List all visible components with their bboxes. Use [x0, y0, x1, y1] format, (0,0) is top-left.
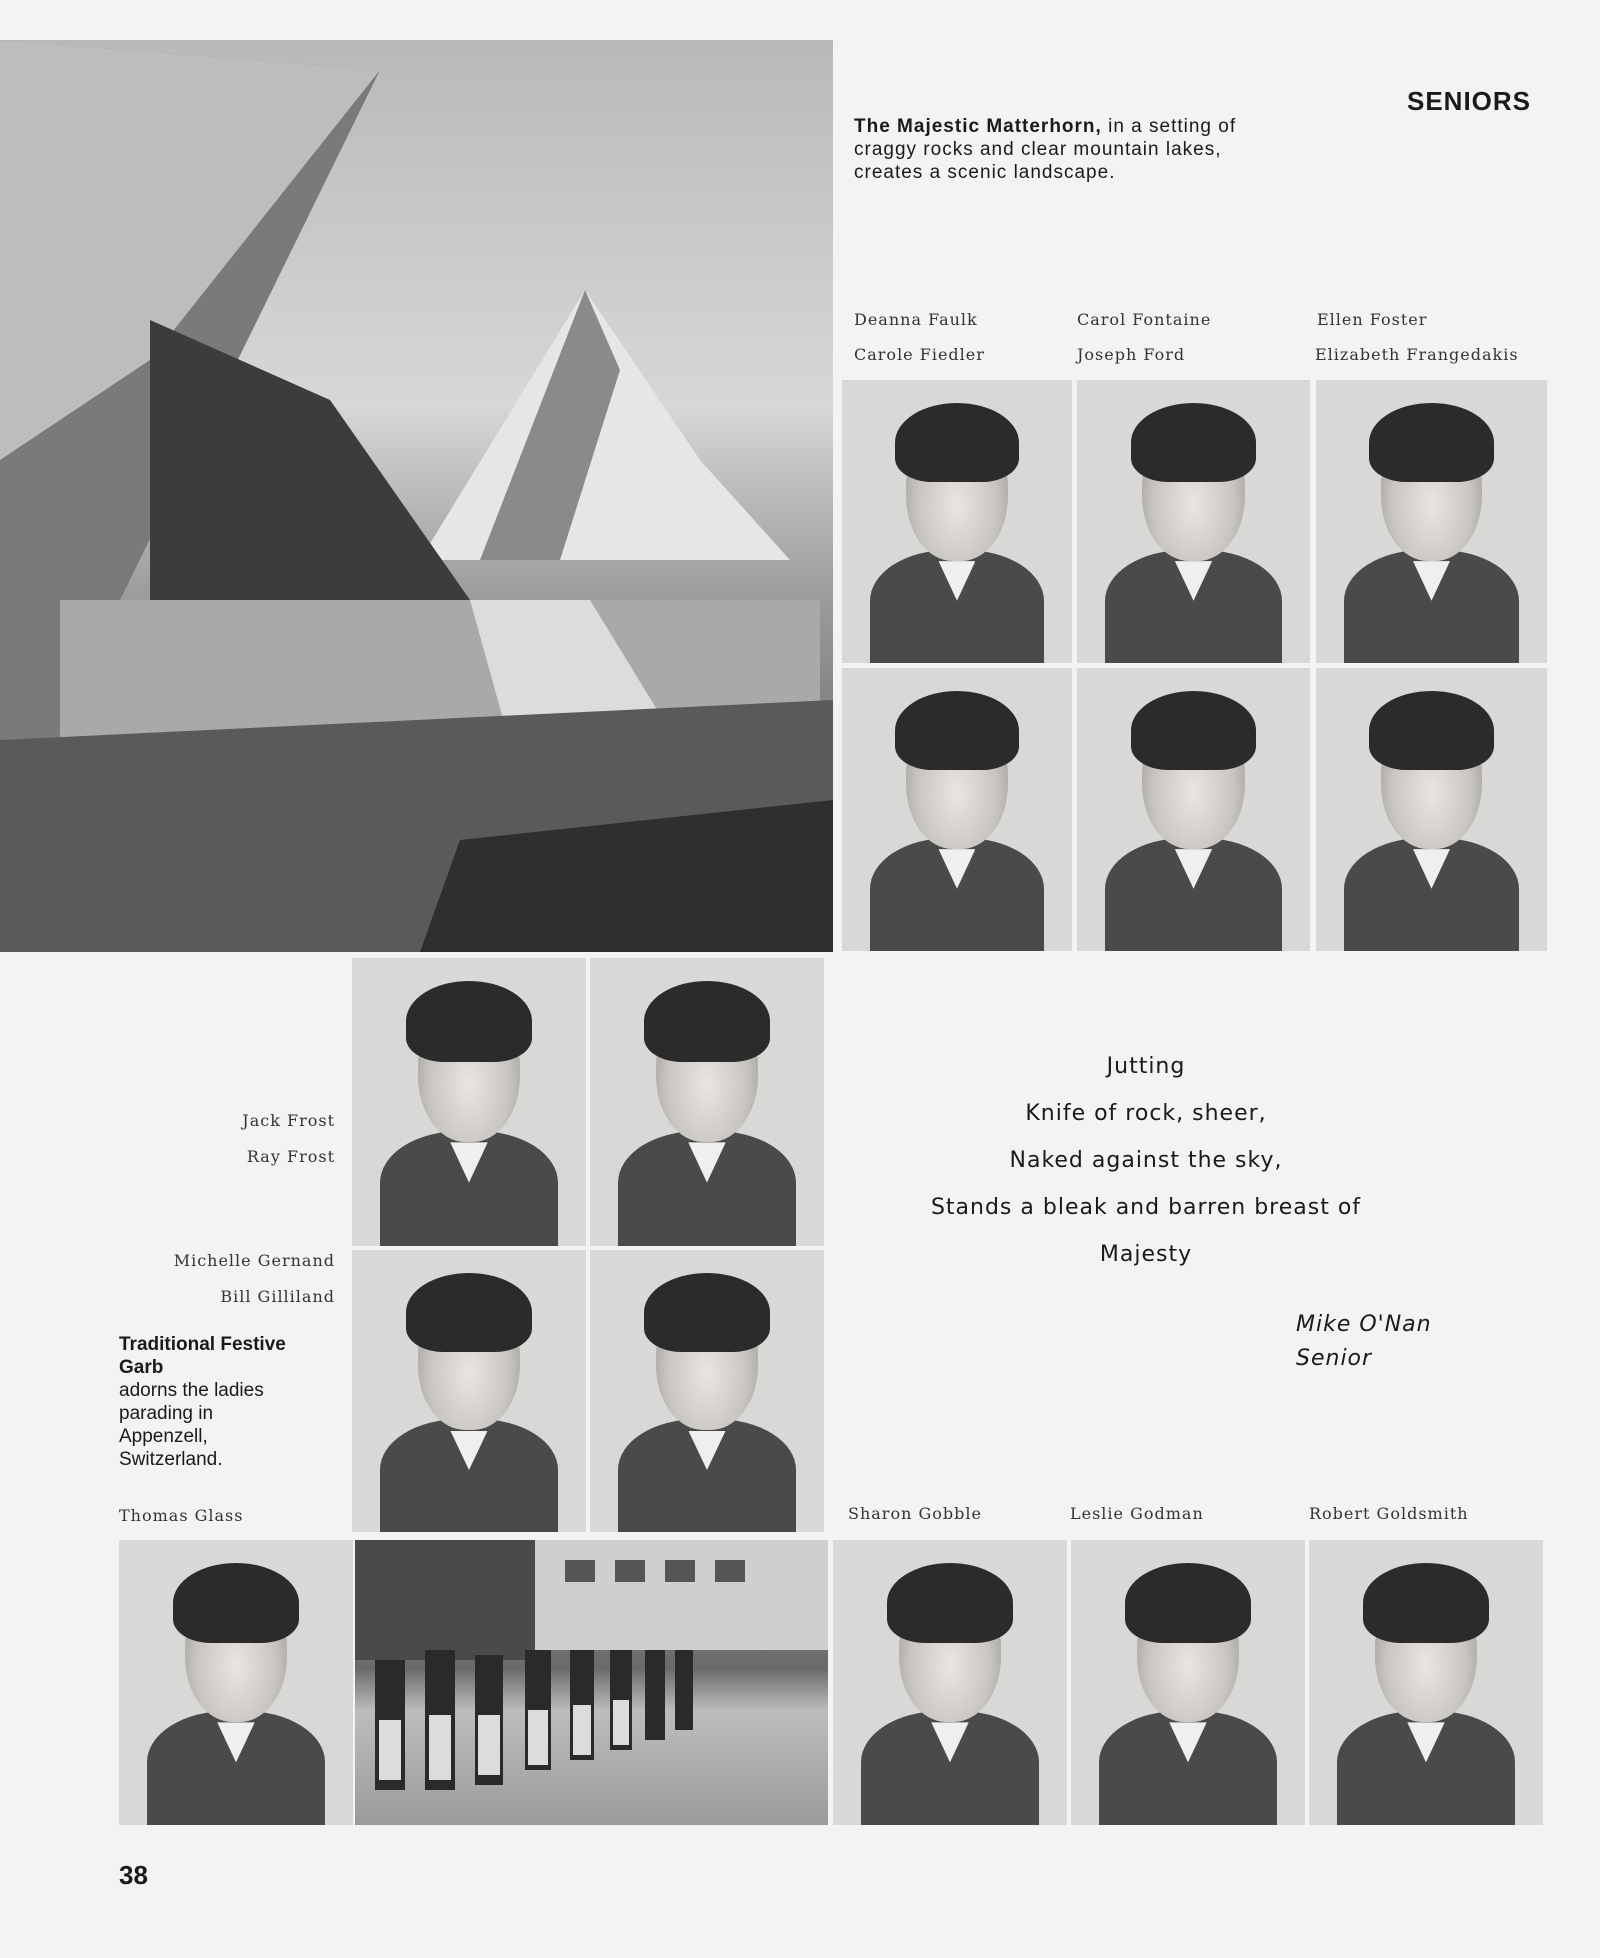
- portrait-bill-gilliland: [590, 1250, 824, 1532]
- garb-caption: [119, 1333, 299, 1471]
- matterhorn-caption: [854, 115, 1286, 184]
- portrait-jack-frost: [352, 958, 586, 1246]
- section-title: SENIORS: [1407, 86, 1532, 116]
- name-carol-fontaine: Carol Fontaine: [1077, 310, 1212, 329]
- name-sharon-gobble: Sharon Gobble: [848, 1504, 982, 1523]
- name-bill-gilliland: Bill Gilliland: [220, 1287, 335, 1306]
- portrait-sharon-gobble: [833, 1540, 1067, 1825]
- portrait-deanna-faulk: [842, 380, 1072, 663]
- poem-author-title: Senior: [1296, 1346, 1373, 1371]
- name-robert-goldsmith: Robert Goldsmith: [1309, 1504, 1469, 1523]
- portrait-carol-fontaine: [1077, 380, 1310, 663]
- portrait-ray-frost: [590, 958, 824, 1246]
- name-ray-frost: Ray Frost: [246, 1147, 335, 1166]
- name-joseph-ford: Joseph Ford: [1077, 345, 1186, 364]
- name-deanna-faulk: Deanna Faulk: [854, 310, 978, 329]
- matterhorn-photo: [0, 40, 833, 952]
- garb-caption-bold: Traditional Festive Garb: [119, 1334, 286, 1378]
- garb-caption-text: adorns the ladies parading in Appenzell, Switzerland.: [119, 1380, 264, 1470]
- portrait-thomas-glass: [119, 1540, 353, 1825]
- portrait-robert-goldsmith: [1309, 1540, 1543, 1825]
- portrait-joseph-ford: [1077, 668, 1310, 951]
- poem-line-1: Jutting: [1106, 1054, 1186, 1079]
- portrait-leslie-godman: [1071, 1540, 1305, 1825]
- matterhorn-illustration: [0, 40, 833, 952]
- poem: [896, 1054, 1396, 1289]
- page-number: 38: [119, 1860, 148, 1890]
- name-michelle-gernand: Michelle Gernand: [173, 1251, 335, 1270]
- poem-line-3: Naked against the sky,: [1009, 1148, 1283, 1173]
- portrait-michelle-gernand: [352, 1250, 586, 1532]
- portrait-elizabeth-frangedakis: [1316, 668, 1547, 951]
- poem-line-4: Stands a bleak and barren breast of: [930, 1195, 1362, 1220]
- appenzell-parade-photo: [355, 1540, 828, 1825]
- poem-line-2: Knife of rock, sheer,: [1025, 1101, 1267, 1126]
- poem-attribution: [1296, 1308, 1432, 1376]
- name-elizabeth-frangedakis: Elizabeth Frangedakis: [1315, 345, 1519, 364]
- parade-illustration: [355, 1540, 828, 1825]
- name-thomas-glass: Thomas Glass: [119, 1506, 244, 1525]
- name-carole-fiedler: Carole Fiedler: [854, 345, 985, 364]
- matterhorn-caption-text: in a setting of craggy rocks and clear mountain lakes, creates a scenic landscape.: [854, 116, 1237, 183]
- poem-line-5: Majesty: [1099, 1242, 1193, 1267]
- portrait-ellen-foster: [1316, 380, 1547, 663]
- name-leslie-godman: Leslie Godman: [1070, 1504, 1204, 1523]
- name-jack-frost: Jack Frost: [242, 1111, 335, 1130]
- portrait-carole-fiedler: [842, 668, 1072, 951]
- name-ellen-foster: Ellen Foster: [1317, 310, 1428, 329]
- matterhorn-caption-bold: The Majestic Matterhorn,: [854, 116, 1102, 137]
- poem-author: Mike O'Nan: [1296, 1312, 1432, 1337]
